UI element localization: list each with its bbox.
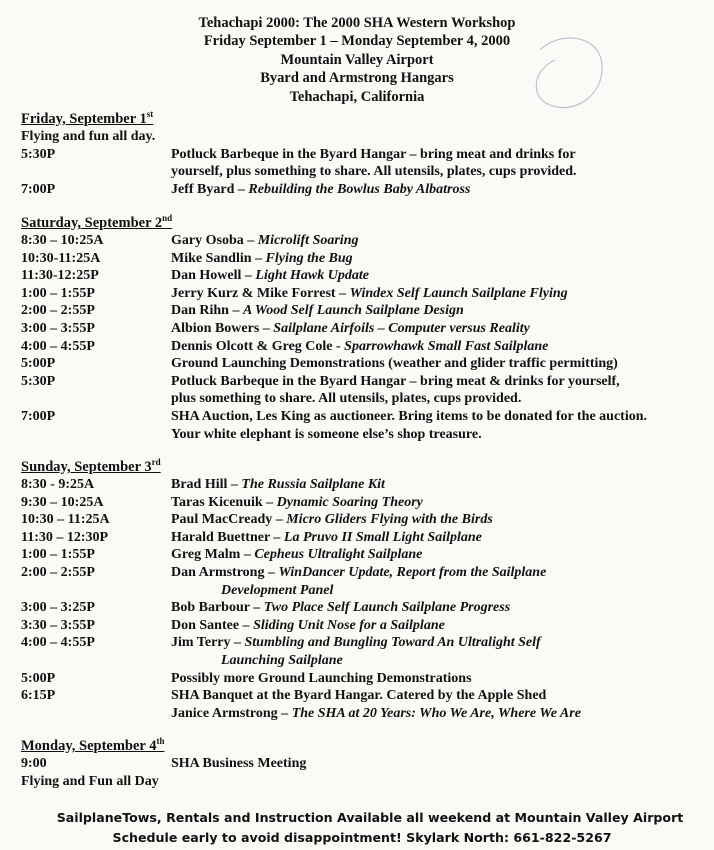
event-text: Ground Launching Demonstrations (weather and glider traffic permitting): [171, 356, 618, 372]
schedule-row: [21, 232, 701, 250]
event-time: 2:00 – 2:55P: [21, 564, 95, 580]
event-description: [171, 250, 701, 268]
event-description: [171, 302, 701, 320]
event-time: 9:30 – 10:25A: [21, 494, 104, 510]
event-text: SHA Banquet at the Byard Hangar. Catered by the Apple Shed: [171, 688, 547, 704]
event-description: [171, 355, 701, 373]
event-time: [21, 705, 171, 723]
schedule-row: [21, 320, 701, 338]
monday-title: Monday, September 4th: [21, 736, 165, 754]
speaker-name: Jim Terry –: [171, 635, 245, 651]
event-description: [171, 546, 701, 564]
event-description: [171, 511, 701, 529]
event-time: 7:00P: [21, 181, 56, 197]
event-description: [171, 146, 701, 181]
event-description: [171, 267, 701, 285]
schedule-row: [21, 355, 701, 373]
schedule-row: [21, 285, 701, 303]
talk-title: Sailplane Airfoils – Computer versus Reality: [273, 320, 530, 336]
speaker-name: Dan Howell –: [171, 268, 256, 284]
schedule-row: [21, 705, 701, 723]
speaker-name: Don Santee –: [171, 617, 254, 633]
event-time: 9:00: [21, 756, 47, 771]
friday-title: Friday, September 1st: [21, 109, 154, 127]
footer-line-tows: SailplaneTows, Rentals and Instruction Available all weekend at Mountain Valley Airport: [56, 810, 684, 825]
talk-title-continued: Launching Sailplane: [221, 652, 343, 668]
talk-title: Stumbling and Bungling Toward An Ultralight Self: [244, 635, 541, 651]
header-location: Tehachapi, California: [289, 88, 425, 105]
footer-notice: [0, 808, 714, 848]
event-time: 5:30P: [21, 373, 56, 389]
talk-title: Light Hawk Update: [255, 268, 369, 284]
event-text: Possibly more Ground Launching Demonstrations: [171, 670, 472, 686]
event-time: 1:00 – 1:55P: [21, 285, 95, 301]
event-description: [171, 617, 701, 635]
talk-title: Two Place Self Launch Sailplane Progress: [263, 600, 511, 616]
event-time: 10:30-11:25A: [21, 250, 101, 266]
event-description: [171, 687, 701, 705]
event-time: 8:30 – 10:25A: [21, 233, 104, 248]
event-description: [171, 476, 701, 494]
speaker-name: Mike Sandlin –: [171, 250, 266, 266]
schedule-row: [21, 511, 701, 529]
event-time: 5:00P: [21, 356, 56, 372]
schedule-row: [21, 373, 701, 408]
event-description: [171, 494, 701, 512]
event-time: 2:00 – 2:55P: [21, 303, 95, 319]
event-description: [171, 181, 701, 199]
event-time: 5:00P: [21, 670, 56, 686]
talk-title: Sliding Unit Nose for a Sailplane: [253, 617, 445, 633]
event-text: SHA Business Meeting: [171, 756, 307, 771]
talk-title: Microlift Soaring: [257, 233, 359, 248]
event-description: [171, 320, 701, 338]
header-title: Tehachapi 2000: The 2000 SHA Western Workshop: [198, 15, 516, 31]
schedule-row: [21, 599, 701, 617]
event-time: 4:00 – 4:55P: [21, 338, 95, 354]
event-description: [171, 564, 701, 599]
schedule-row: [21, 181, 701, 199]
event-text: Potluck Barbeque in the Byard Hangar – bring meat and drinks for: [171, 146, 576, 162]
saturday-section: [21, 214, 701, 443]
schedule-row: [21, 564, 701, 599]
speaker-name: Paul MacCready –: [171, 512, 287, 528]
schedule-row: [21, 546, 701, 564]
event-time: 1:00 – 1:55P: [21, 547, 95, 563]
schedule-row: [21, 338, 701, 356]
schedule-row: [21, 408, 701, 443]
event-text: Potluck Barbeque in the Byard Hangar – bring meat & drinks for yourself,: [171, 373, 620, 389]
speaker-name: Albion Bowers –: [171, 320, 274, 336]
speaker-name: Taras Kicenuik –: [171, 494, 277, 510]
talk-title: Dynamic Soaring Theory: [276, 494, 423, 510]
talk-title: The SHA at 20 Years: Who We Are, Where We Are: [291, 705, 581, 721]
header-dates: Friday September 1 – Monday September 4, 2000: [203, 33, 511, 50]
talk-title: Micro Gliders Flying with the Birds: [286, 512, 493, 528]
event-time: 3:00 – 3:55P: [21, 320, 95, 336]
event-text-continued: Your white elephant is someone else’s shop treasure.: [171, 426, 482, 442]
event-description: [171, 705, 701, 723]
talk-title-continued: Development Panel: [221, 582, 334, 598]
speaker-name: Bob Barbour –: [171, 600, 264, 616]
sunday-section: [21, 458, 701, 722]
schedule-row: [21, 494, 701, 512]
event-time: 10:30 – 11:25A: [21, 512, 110, 528]
speaker-name: Dennis Olcott & Greg Cole -: [171, 338, 345, 354]
talk-title: Windex Self Launch Sailplane Flying: [349, 285, 568, 301]
talk-title: Sparrowhawk Small Fast Sailplane: [344, 338, 549, 354]
event-description: [171, 529, 701, 547]
event-description: [171, 634, 701, 669]
event-description: [171, 285, 701, 303]
talk-title: The Russia Sailplane Kit: [241, 477, 385, 492]
schedule-row: [21, 529, 701, 547]
speaker-name: Dan Armstrong –: [171, 564, 279, 580]
schedule-row: [21, 634, 701, 669]
event-time: 4:00 – 4:55P: [21, 635, 95, 651]
event-text-continued: yourself, plus something to share. All utensils, plates, cups provided.: [171, 164, 577, 180]
event-time: 6:15P: [21, 688, 56, 704]
monday-outro: Flying and Fun all Day: [21, 773, 159, 789]
speaker-name: Dan Rihn –: [171, 303, 243, 319]
event-time: 3:00 – 3:25P: [21, 600, 95, 616]
talk-title: Rebuilding the Bowlus Baby Albatross: [248, 181, 471, 197]
schedule-row: [21, 476, 701, 494]
schedule-row: [21, 617, 701, 635]
speaker-name: Janice Armstrong –: [171, 705, 292, 721]
friday-intro: Flying and fun all day.: [21, 129, 156, 144]
monday-section: [21, 737, 701, 790]
schedule-row: [21, 267, 701, 285]
header-venue: Mountain Valley Airport: [280, 51, 434, 68]
speaker-name: Jerry Kurz & Mike Forrest –: [171, 285, 350, 301]
friday-section: [21, 110, 701, 198]
event-description: [171, 232, 701, 250]
event-text: SHA Auction, Les King as auctioneer. Bring items to be donated for the auction.: [171, 408, 648, 424]
event-time: 5:30P: [21, 146, 56, 162]
event-text-continued: plus something to share. All utensils, plates, cups provided.: [171, 391, 522, 407]
talk-title: A Wood Self Launch Sailplane Design: [242, 303, 464, 319]
event-description: [171, 408, 701, 443]
event-description: [171, 599, 701, 617]
sunday-title: Sunday, September 3rd: [21, 457, 161, 475]
event-description: [171, 755, 701, 773]
footer-line-contact: Schedule early to avoid disappointment! Skylark North: 661-822-5267: [112, 830, 612, 845]
speaker-name: Greg Malm –: [171, 547, 255, 563]
schedule-row: [21, 670, 701, 688]
talk-title: WinDancer Update, Report from the Sailplane: [278, 564, 547, 580]
event-time: 3:30 – 3:55P: [21, 617, 95, 633]
event-description: [171, 373, 701, 408]
speaker-name: Brad Hill –: [171, 477, 242, 492]
event-time: 11:30 – 12:30P: [21, 529, 109, 545]
schedule-row: [21, 302, 701, 320]
speaker-name: Harald Buettner –: [171, 529, 284, 545]
talk-title: Cepheus Ultralight Sailplane: [254, 547, 423, 563]
speaker-name: Jeff Byard –: [171, 181, 249, 197]
workshop-header: [0, 14, 714, 106]
event-description: [171, 670, 701, 688]
event-time: 8:30 - 9:25A: [21, 477, 95, 492]
talk-title: Flying the Bug: [265, 250, 353, 266]
event-time: 7:00P: [21, 408, 56, 424]
speaker-name: Gary Osoba –: [171, 233, 258, 248]
header-hangars: Byard and Armstrong Hangars: [260, 70, 454, 87]
saturday-title: Saturday, September 2nd: [21, 213, 173, 231]
talk-title: La Pruvo II Small Light Sailplane: [283, 529, 482, 545]
event-time: 11:30-12:25P: [21, 268, 99, 284]
event-description: [171, 338, 701, 356]
schedule-row: [21, 755, 701, 773]
schedule-row: [21, 250, 701, 268]
schedule-row: [21, 146, 701, 181]
schedule-row: [21, 687, 701, 705]
